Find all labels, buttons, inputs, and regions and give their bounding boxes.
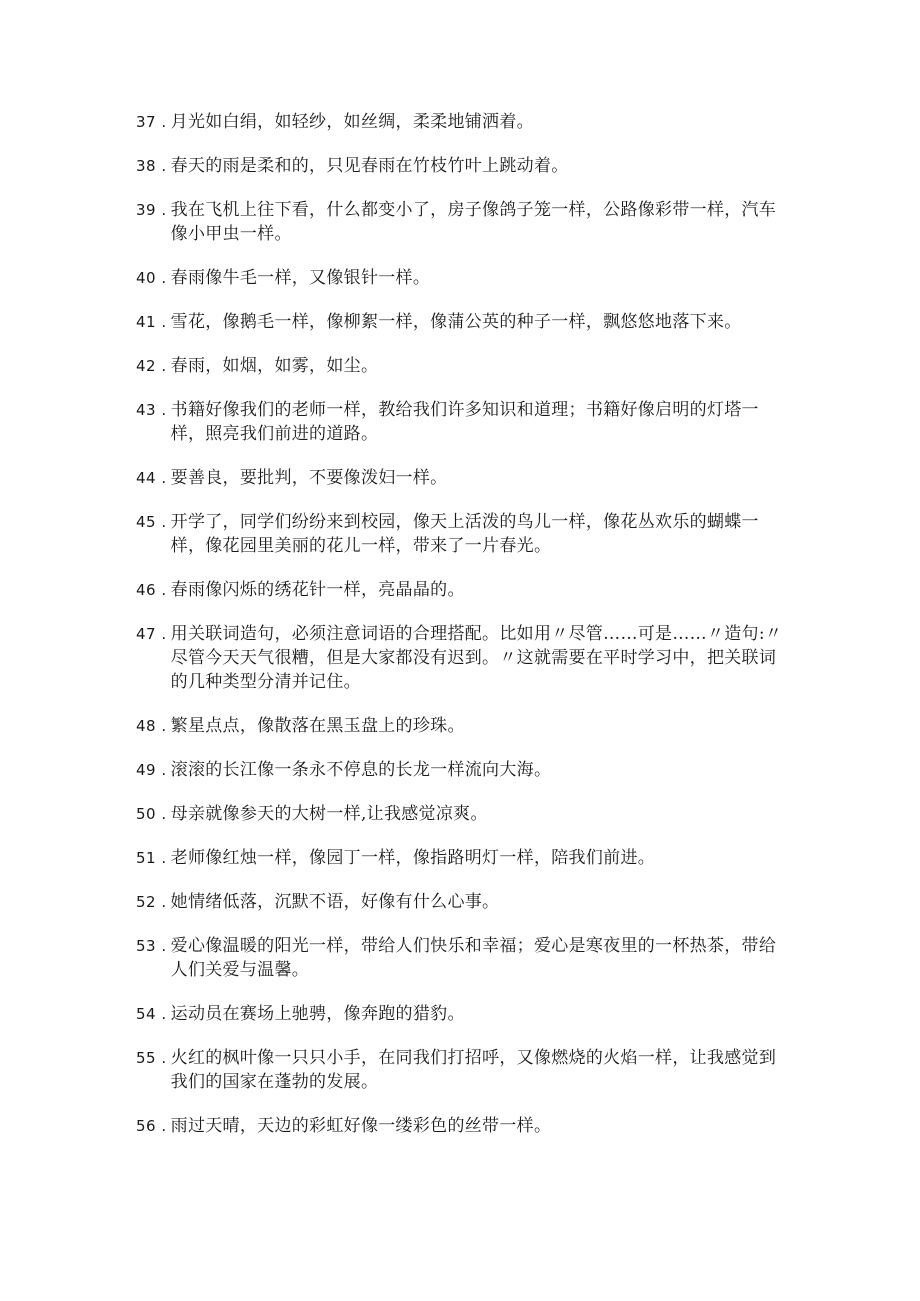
- item-text: 爱心像温暖的阳光一样，带给人们快乐和幸福；爱心是寒夜里的一杯热茶，带给人们关爱与温馨。: [170, 936, 777, 980]
- item-text: 春天的雨是柔和的，只见春雨在竹枝竹叶上跳动着。: [170, 156, 569, 176]
- item-text: 我在飞机上往下看，什么都变小了，房子像鸽子笼一样，公路像彩带一样，汽车像小甲虫一样。: [170, 200, 777, 244]
- item-number: 41 .: [136, 310, 171, 334]
- item-text: 春雨，如烟，如雾，如尘。: [170, 356, 379, 376]
- item-text: 繁星点点，像散落在黑玉盘上的珍珠。: [170, 716, 465, 736]
- list-item: [136, 758, 786, 782]
- list-item: [136, 846, 786, 870]
- item-text: 开学了，同学们纷纷来到校园，像天上活泼的鸟儿一样，像花丛欢乐的蝴蝶一样，像花园里美丽的花儿一样，带来了一片春光。: [170, 512, 759, 556]
- item-number: 51 .: [136, 846, 171, 870]
- item-number: 40 .: [136, 266, 171, 290]
- item-number: 52 .: [136, 890, 171, 914]
- list-item: [136, 934, 786, 982]
- item-text: 雪花，像鹅毛一样，像柳絮一样，像蒲公英的种子一样，飘悠悠地落下来。: [170, 312, 742, 332]
- item-number: 56 .: [136, 1114, 171, 1138]
- item-number: 50 .: [136, 802, 171, 826]
- item-number: 53 .: [136, 934, 171, 958]
- list-item: [136, 266, 786, 290]
- item-number: 55 .: [136, 1046, 171, 1070]
- list-item: [136, 110, 786, 134]
- document-body: [136, 110, 786, 1158]
- list-item: [136, 1114, 786, 1138]
- list-item: [136, 354, 786, 378]
- list-item: [136, 466, 786, 490]
- list-item: [136, 1046, 786, 1094]
- item-text: 老师像红烛一样，像园丁一样，像指路明灯一样，陪我们前进。: [170, 848, 656, 868]
- item-text: 她情绪低落，沉默不语，好像有什么心事。: [170, 892, 500, 912]
- item-text: 月光如白绢，如轻纱，如丝绸，柔柔地铺洒着。: [170, 112, 534, 132]
- list-item: [136, 398, 786, 446]
- list-item: [136, 1002, 786, 1026]
- item-number: 46 .: [136, 578, 171, 602]
- list-item: [136, 890, 786, 914]
- item-text: 运动员在赛场上驰骋，像奔跑的猎豹。: [170, 1004, 465, 1024]
- item-text: 春雨像闪烁的绣花针一样，亮晶晶的。: [170, 580, 465, 600]
- list-item: [136, 198, 786, 246]
- list-item: [136, 578, 786, 602]
- item-number: 44 .: [136, 466, 171, 490]
- list-item: [136, 802, 786, 826]
- list-item: [136, 310, 786, 334]
- list-item: [136, 622, 786, 694]
- item-number: 48 .: [136, 714, 171, 738]
- item-text: 火红的枫叶像一只只小手，在同我们打招呼，又像燃烧的火焰一样，让我感觉到我们的国家在蓬勃的发展。: [170, 1048, 777, 1092]
- item-number: 39 .: [136, 198, 171, 222]
- item-text: 春雨像牛毛一样，又像银针一样。: [170, 268, 431, 288]
- item-text: 雨过天晴，天边的彩虹好像一缕彩色的丝带一样。: [170, 1116, 552, 1136]
- item-number: 45 .: [136, 510, 171, 534]
- item-number: 38 .: [136, 154, 171, 178]
- item-text: 用关联词造句，必须注意词语的合理搭配。比如用〃尽管……可是……〃造句:〃尽管今天天气很糟，但是大家都没有迟到。〃这就需要在平时学习中，把关联词的几种类型分清并记住。: [170, 624, 783, 692]
- item-number: 42 .: [136, 354, 171, 378]
- item-text: 要善良，要批判，不要像泼妇一样。: [170, 468, 448, 488]
- item-text: 母亲就像参天的大树一样,让我感觉凉爽。: [170, 804, 488, 824]
- item-number: 49 .: [136, 758, 171, 782]
- item-number: 37 .: [136, 110, 171, 134]
- list-item: [136, 510, 786, 558]
- item-number: 54 .: [136, 1002, 171, 1026]
- item-number: 43 .: [136, 398, 171, 422]
- item-text: 书籍好像我们的老师一样，教给我们许多知识和道理；书籍好像启明的灯塔一样，照亮我们前进的道路。: [170, 400, 759, 444]
- item-text: 滚滚的长江像一条永不停息的长龙一样流向大海。: [170, 760, 552, 780]
- item-number: 47 .: [136, 622, 171, 646]
- list-item: [136, 154, 786, 178]
- list-item: [136, 714, 786, 738]
